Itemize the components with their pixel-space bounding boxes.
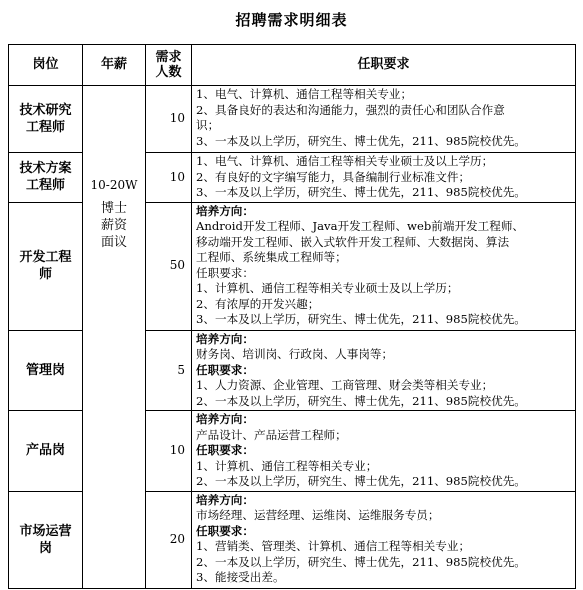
requirement-line: 3、能接受出差。 [196,570,285,584]
header-salary: 年薪 [83,45,146,86]
requirement-line: 1、营销类、管理类、计算机、通信工程等相关专业； [196,539,471,553]
position-cell [9,86,83,153]
document-title: 招聘需求明细表 [235,11,348,29]
position-cell [9,202,83,330]
position-label: 市场运营 [19,523,72,539]
requirement-line: 识； [196,118,220,132]
requirement-line: 1、电气、计算机、通信工程等相关专业硕士及以上学历； [196,154,494,168]
requirement-line: 移动端开发工程师、嵌入式软件开发工程师、大数据岗、算法 [196,234,510,249]
requirement-heading: 培养方向： [196,331,254,346]
requirements-cell [192,86,576,153]
requirement-line: 2、一本及以上学历，研究生、博士优先，211、985院校优先。 [196,474,526,488]
requirement-line: 1、计算机、通信工程等相关专业硕士及以上学历； [196,281,459,295]
requirements-cell [192,153,576,203]
requirement-heading: 任职要求： [196,523,254,538]
count-cell: 10 [146,153,192,203]
requirement-line: 2、一本及以上学历，研究生、博士优先，211、985院校优先。 [196,393,526,408]
recruitment-table [8,44,576,589]
requirement-heading: 任职要求： [196,443,254,457]
requirements-cell [192,411,576,492]
salary-note-line: 薪资 [100,217,127,233]
position-label: 师 [38,267,52,282]
requirement-line: 工程师、系统集成工程师等； [196,250,347,264]
salary-cell [83,86,146,589]
requirement-line: 产品设计、产品运营工程师； [196,427,347,442]
requirement-line: 3、一本及以上学历，研究生、博士优先，211、985院校优先。 [196,185,526,199]
requirement-line: 任职要求： [196,265,254,280]
requirement-line: Android开发工程师、Java开发工程师、web前端开发工程师、 [196,219,525,233]
requirement-line: 2、有良好的文字编写能力，具备编制行业标准文件； [196,169,471,184]
position-label: 开发工程 [19,250,72,265]
requirement-line: 2、有浓厚的开发兴趣； [196,296,320,311]
position-label: 工程师 [25,120,65,135]
header-row [9,45,576,86]
requirement-line: 2、一本及以上学历，研究生、博士优先，211、985院校优先。 [196,554,526,569]
requirement-line: 2、具备良好的表达和沟通能力，强烈的责任心和团队合作意 [196,102,505,117]
header-requirements: 任职要求 [192,45,576,86]
salary-note-line: 博士 [100,200,127,216]
header-count: 需求人数 [146,45,192,86]
requirement-heading: 培养方向： [196,492,254,507]
requirements-cell [192,330,576,411]
requirement-line: 1、人力资源、企业管理、工商管理、财会类等相关专业； [196,378,494,392]
position-label: 技术研究 [19,103,72,118]
salary-note [83,200,145,251]
position-cell [9,491,83,588]
position-label: 岗 [38,540,52,556]
count-cell: 50 [146,202,192,330]
position-label: 工程师 [25,178,65,194]
requirement-heading: 任职要求： [196,362,254,377]
count-cell: 5 [146,330,192,411]
requirements-cell [192,202,576,330]
salary-note-line: 面议 [100,234,127,250]
position-label: 技术方案 [19,161,72,177]
requirement-heading: 培养方向： [196,412,254,426]
requirement-line: 3、一本及以上学历，研究生、博士优先，211、985院校优先。 [196,133,526,148]
requirement-line: 财务岗、培训岗、行政岗、人事岗等； [196,347,394,361]
table-row [9,86,576,153]
count-cell: 10 [146,86,192,153]
position-cell [9,411,83,492]
header-position: 岗位 [9,45,83,86]
count-cell: 20 [146,491,192,588]
requirement-line: 1、计算机、通信工程等相关专业； [196,458,378,473]
salary-range: 10-20W [90,178,138,192]
requirement-heading: 培养方向： [196,203,254,218]
requirement-line: 3、一本及以上学历，研究生、博士优先，211、985院校优先。 [196,312,526,326]
position-label: 管理岗 [25,362,65,378]
requirements-cell [192,491,576,588]
position-cell [9,153,83,203]
position-label: 产品岗 [25,443,65,459]
count-cell: 10 [146,411,192,492]
requirement-line: 市场经理、运营经理、运维岗、运维服务专员； [196,508,440,522]
position-cell [9,330,83,411]
requirement-line: 1、电气、计算机、通信工程等相关专业； [196,87,413,101]
